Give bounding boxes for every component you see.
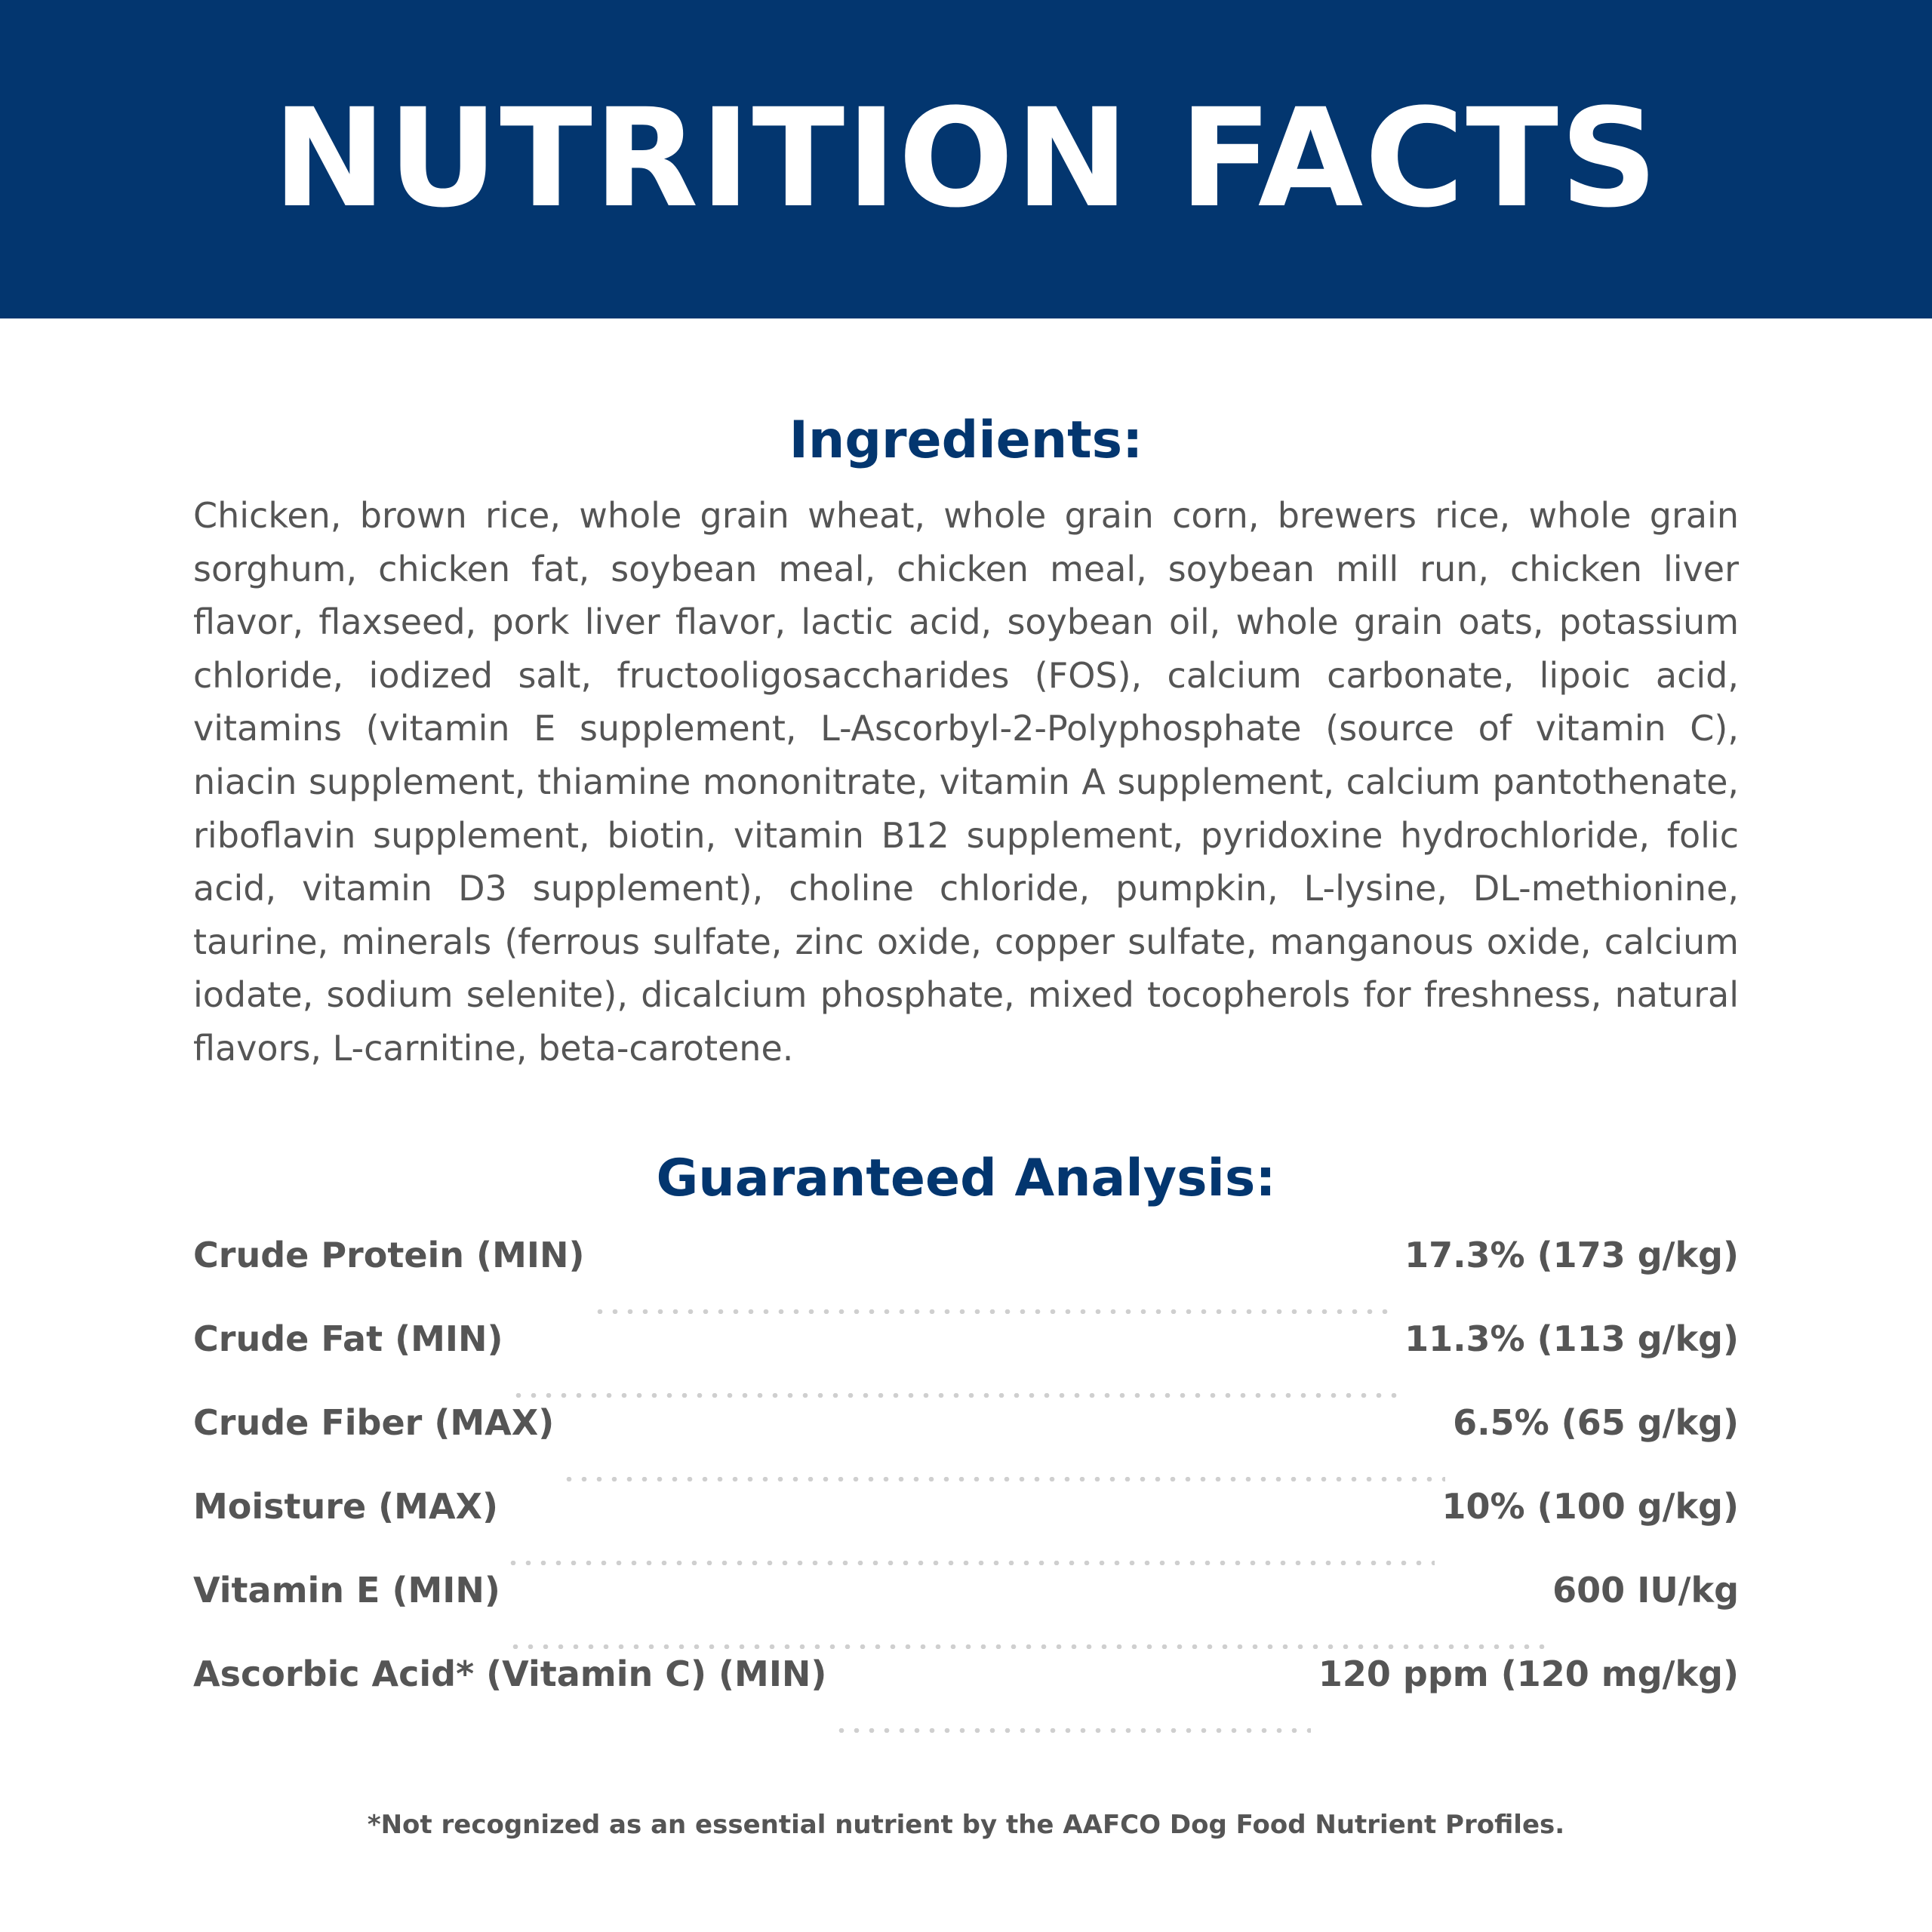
analysis-row-moisture (193, 1486, 1739, 1573)
leader-dots (506, 1561, 1434, 1565)
leader-dots (561, 1477, 1445, 1481)
analysis-row-ascorbic-acid (193, 1654, 1739, 1740)
analysis-label: Crude Fiber (MAX) (193, 1402, 555, 1443)
header-banner (0, 0, 1932, 318)
guaranteed-analysis-table (193, 1235, 1739, 1740)
leader-dots (834, 1728, 1310, 1733)
analysis-value: 11.3% (113 g/kg) (1404, 1318, 1739, 1359)
analysis-label: Crude Fat (MIN) (193, 1318, 503, 1359)
analysis-value: 600 IU/kg (1552, 1570, 1739, 1611)
ingredients-heading: Ingredients: (789, 411, 1143, 470)
analysis-row-crude-fat (193, 1318, 1739, 1405)
footnote: *Not recognized as an essential nutrient by the AAFCO Dog Food Nutrient Profiles. (367, 1810, 1565, 1840)
leader-dots (508, 1644, 1545, 1649)
analysis-value: 10% (100 g/kg) (1441, 1486, 1739, 1527)
analysis-label: Vitamin E (MIN) (193, 1570, 500, 1611)
guaranteed-analysis-heading: Guaranteed Analysis: (656, 1149, 1276, 1208)
analysis-value: 17.3% (173 g/kg) (1404, 1235, 1739, 1275)
ingredients-list: Chicken, brown rice, whole grain wheat, whole grain corn, brewers rice, whole grain sorghum, chicken fat, soybean meal, chicken meal, soybean mill run, chicken liver flavor, flaxseed, pork liver flavor, lactic acid, soybean oil, whole grain oats, potassium chloride, iodized salt, fructooligosaccharides (FOS), calcium carbonate, lipoic acid, vitamins (vitamin E supplement, L-Ascorbyl-2-Polyphosphate (source of vitamin C), niacin supplement, thiamine mononitrate, vitamin A supplement, calcium pantothenate, riboflavin supplement, biotin, vitamin B12 supplement, pyridoxine hydrochloride, folic acid, vitamin D3 supplement), choline chloride, pumpkin, L-lysine, DL-methionine, taurine, minerals (ferrous sulfate, zinc oxide, copper sulfate, manganous oxide, calcium iodate, sodium selenite), dicalcium phosphate, mixed tocopherols for freshness, natural flavors, L-carnitine, beta-carotene. (193, 495, 1739, 1069)
analysis-value: 6.5% (65 g/kg) (1453, 1402, 1739, 1443)
analysis-row-crude-fiber (193, 1402, 1739, 1489)
analysis-label: Moisture (MAX) (193, 1486, 499, 1527)
analysis-row-crude-protein (193, 1235, 1739, 1321)
leader-dots (592, 1309, 1398, 1314)
analysis-value: 120 ppm (120 mg/kg) (1318, 1654, 1739, 1694)
analysis-label: Crude Protein (MIN) (193, 1235, 585, 1275)
analysis-row-vitamin-e (193, 1570, 1739, 1657)
page-title: NUTRITION FACTS (272, 80, 1660, 238)
leader-dots (511, 1393, 1398, 1398)
analysis-label: Ascorbic Acid* (Vitamin C) (MIN) (193, 1654, 827, 1694)
